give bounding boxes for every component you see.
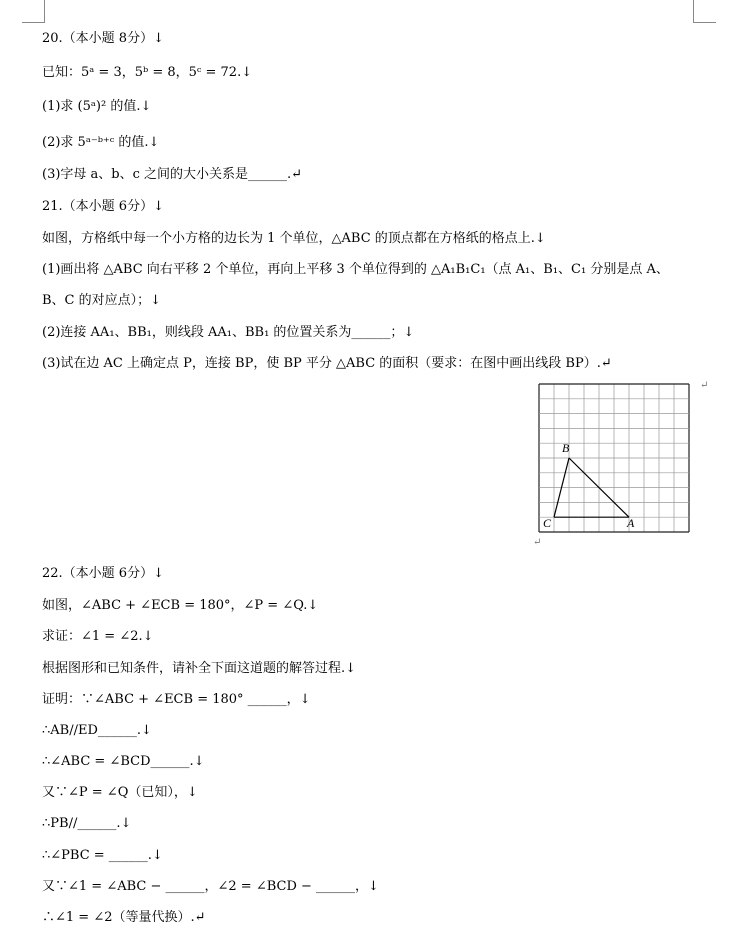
q21-part1-cont: B、C 的对应点）；↓ <box>42 293 162 308</box>
grid-lines <box>539 384 689 532</box>
page-corner-mark-top-right <box>693 0 716 23</box>
vertex-label-b: B <box>562 441 570 455</box>
q22-proof-step-6: ∴∠PBC = ______.↓ <box>42 848 163 863</box>
q22-proof-step-7: 又∵∠1 = ∠ABC − ______，∠2 = ∠BCD − ______，↓ <box>42 879 379 894</box>
q20-given: 已知：5ᵃ = 3，5ᵇ = 8，5ᶜ = 72.↓ <box>42 65 253 80</box>
q22-proof-step-8: ∴∠1 = ∠2（等量代换）.↵ <box>42 910 206 925</box>
q21-part3: (3)试在边 AC 上确定点 P，连接 BP，使 BP 平分 △ABC 的面积（要求：在图中画出线段 BP）.↵ <box>42 356 612 371</box>
grid-figure <box>538 383 690 533</box>
q22-given: 如图，∠ABC + ∠ECB = 180°，∠P = ∠Q.↓ <box>42 598 319 613</box>
vertex-label-a: A <box>627 516 635 531</box>
q21-part2: (2)连接 AA₁、BB₁，则线段 AA₁、BB₁ 的位置关系为______；↓ <box>42 325 415 340</box>
q22-proof-step-2: ∴AB//ED______.↓ <box>42 723 152 738</box>
q20-part1: (1)求 (5ᵃ)² 的值.↓ <box>42 99 152 114</box>
q22-proof-step-5: ∴PB//______.↓ <box>42 816 132 831</box>
q22-heading: 22.（本小题 6分）↓ <box>42 566 164 581</box>
q20-part3: (3)字母 a、b、c 之间的大小关系是______.↵ <box>42 167 303 182</box>
q22-instruction: 根据图形和已知条件，请补全下面这道题的解答过程.↓ <box>42 661 357 676</box>
q21-heading: 21.（本小题 6分）↓ <box>42 199 164 214</box>
q22-proof-step-4: 又∵∠P = ∠Q（已知），↓ <box>42 785 198 800</box>
q21-part1: (1)画出将 △ABC 向右平移 2 个单位，再向上平移 3 个单位得到的 △A₁B₁C₁（点 A₁、B₁、C₁ 分别是点 A、 <box>42 262 669 277</box>
q20-part2: (2)求 5ᵃ⁻ᵇ⁺ᶜ 的值.↓ <box>42 135 160 150</box>
q21-intro: 如图，方格纸中每一个小方格的边长为 1 个单位，△ABC 的顶点都在方格纸的格点上.↓ <box>42 231 546 246</box>
paragraph-mark: ↵ <box>700 380 709 391</box>
q20-heading: 20.（本小题 8分）↓ <box>42 31 164 46</box>
q22-proof-step-3: ∴∠ABC = ∠BCD______.↓ <box>42 754 205 769</box>
page-corner-mark-top-left <box>22 0 45 23</box>
q22-prove: 求证：∠1 = ∠2.↓ <box>42 629 154 644</box>
vertex-label-c: C <box>543 516 552 531</box>
q22-proof-step-1: 证明：∵∠ABC + ∠ECB = 180° ______，↓ <box>42 692 311 707</box>
grid-figure-svg <box>538 383 690 533</box>
paragraph-mark: ↵ <box>533 537 542 548</box>
